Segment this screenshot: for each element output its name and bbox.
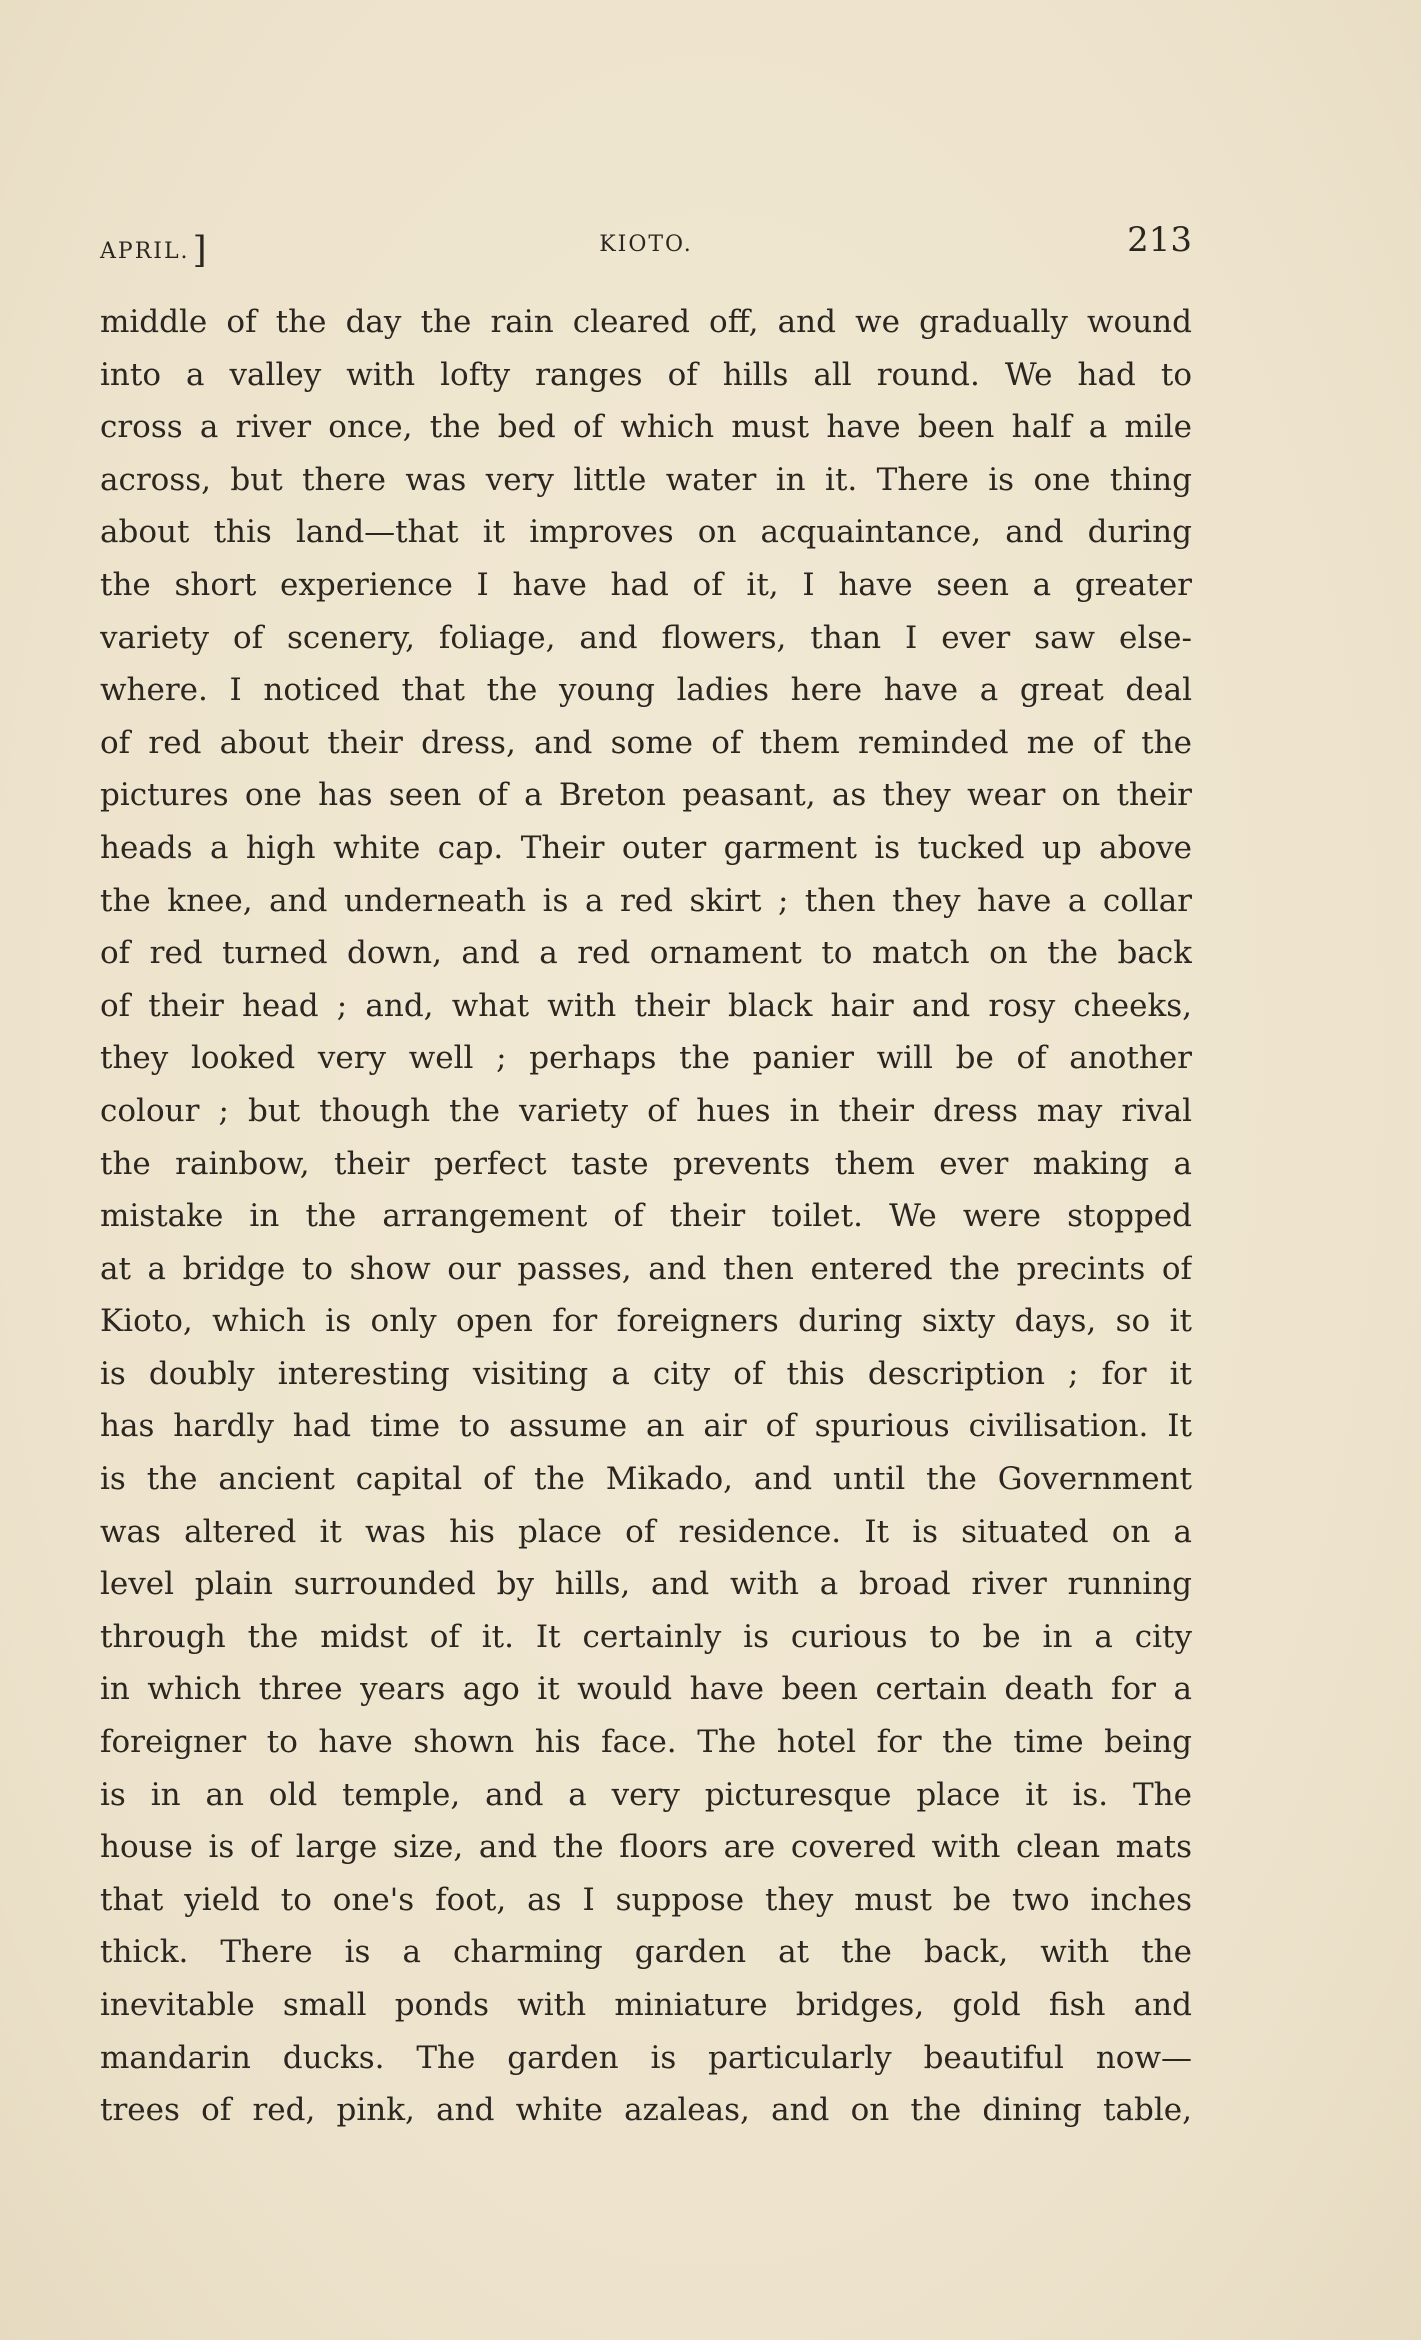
text-line: where. I noticed that the young ladies here have a great deal bbox=[100, 672, 1192, 709]
text-line: pictures one has seen of a Breton peasant, as they wear on their bbox=[100, 777, 1192, 814]
text-line: thick. There is a charming garden at the back, with the bbox=[100, 1934, 1192, 1971]
text-line: inevitable small ponds with miniature bridges, gold fish and bbox=[100, 1987, 1192, 2023]
text-line: cross a river once, the bed of which must have been half a mile bbox=[100, 409, 1192, 446]
page-number: 213 bbox=[1127, 220, 1192, 260]
text-line: is doubly interesting visiting a city of this description ; for it bbox=[100, 1355, 1192, 1392]
header-chapter-title: KIOTO. bbox=[599, 232, 693, 257]
text-line: mandarin ducks. The garden is particularly beautiful now— bbox=[100, 2039, 1192, 2076]
text-line: foreigner to have shown his face. The hotel for the time being bbox=[100, 1724, 1192, 1761]
text-line: is the ancient capital of the Mikado, and until the Government bbox=[100, 1461, 1192, 1498]
text-line: middle of the day the rain cleared off, and we gradually wound bbox=[100, 304, 1192, 340]
header-month-text: APRIL. bbox=[100, 239, 190, 264]
text-line: the knee, and underneath is a red skirt ; then they have a collar bbox=[100, 882, 1192, 919]
text-line: they looked very well ; perhaps the panier will be of another bbox=[100, 1040, 1192, 1077]
text-line: has hardly had time to assume an air of spurious civilisation. It bbox=[100, 1408, 1192, 1445]
text-line: house is of large size, and the floors are covered with clean mats bbox=[100, 1829, 1192, 1866]
text-line: of red about their dress, and some of them reminded me of the bbox=[100, 724, 1192, 761]
text-line: of red turned down, and a red ornament to match on the back bbox=[100, 935, 1192, 972]
text-line: at a bridge to show our passes, and then entered the precints of bbox=[100, 1250, 1192, 1287]
body-text bbox=[100, 296, 1192, 2137]
text-line: through the midst of it. It certainly is curious to be in a city bbox=[100, 1618, 1192, 1655]
header-bracket: ] bbox=[192, 230, 209, 271]
running-header bbox=[100, 218, 1192, 271]
text-line: in which three years ago it would have been certain death for a bbox=[100, 1671, 1192, 1708]
text-line: trees of red, pink, and white azaleas, and on the dining table, bbox=[100, 2092, 1192, 2129]
text-line: across, but there was very little water in it. There is one thing bbox=[100, 461, 1192, 498]
text-line: the short experience I have had of it, I have seen a greater bbox=[100, 566, 1192, 603]
text-line: mistake in the arrangement of their toilet. We were stopped bbox=[100, 1198, 1192, 1235]
text-line: colour ; but though the variety of hues in their dress may rival bbox=[100, 1092, 1192, 1129]
text-line: into a valley with lofty ranges of hills all round. We had to bbox=[100, 356, 1192, 393]
text-line: heads a high white cap. Their outer garment is tucked up above bbox=[100, 829, 1192, 866]
text-line: Kioto, which is only open for foreigners during sixty days, so it bbox=[100, 1303, 1192, 1340]
text-line: is in an old temple, and a very picturesque place it is. The bbox=[100, 1776, 1192, 1813]
text-line: variety of scenery, foliage, and flowers, than I ever saw else- bbox=[100, 619, 1192, 656]
text-line: was altered it was his place of residence. It is situated on a bbox=[100, 1513, 1192, 1550]
text-line: that yield to one's foot, as I suppose they must be two inches bbox=[100, 1881, 1192, 1918]
text-line: level plain surrounded by hills, and with a broad river running bbox=[100, 1566, 1192, 1603]
text-line: about this land—that it improves on acquaintance, and during bbox=[100, 514, 1192, 551]
text-line: the rainbow, their perfect taste prevents them ever making a bbox=[100, 1145, 1192, 1182]
text-line: of their head ; and, what with their black hair and rosy cheeks, bbox=[100, 987, 1192, 1024]
